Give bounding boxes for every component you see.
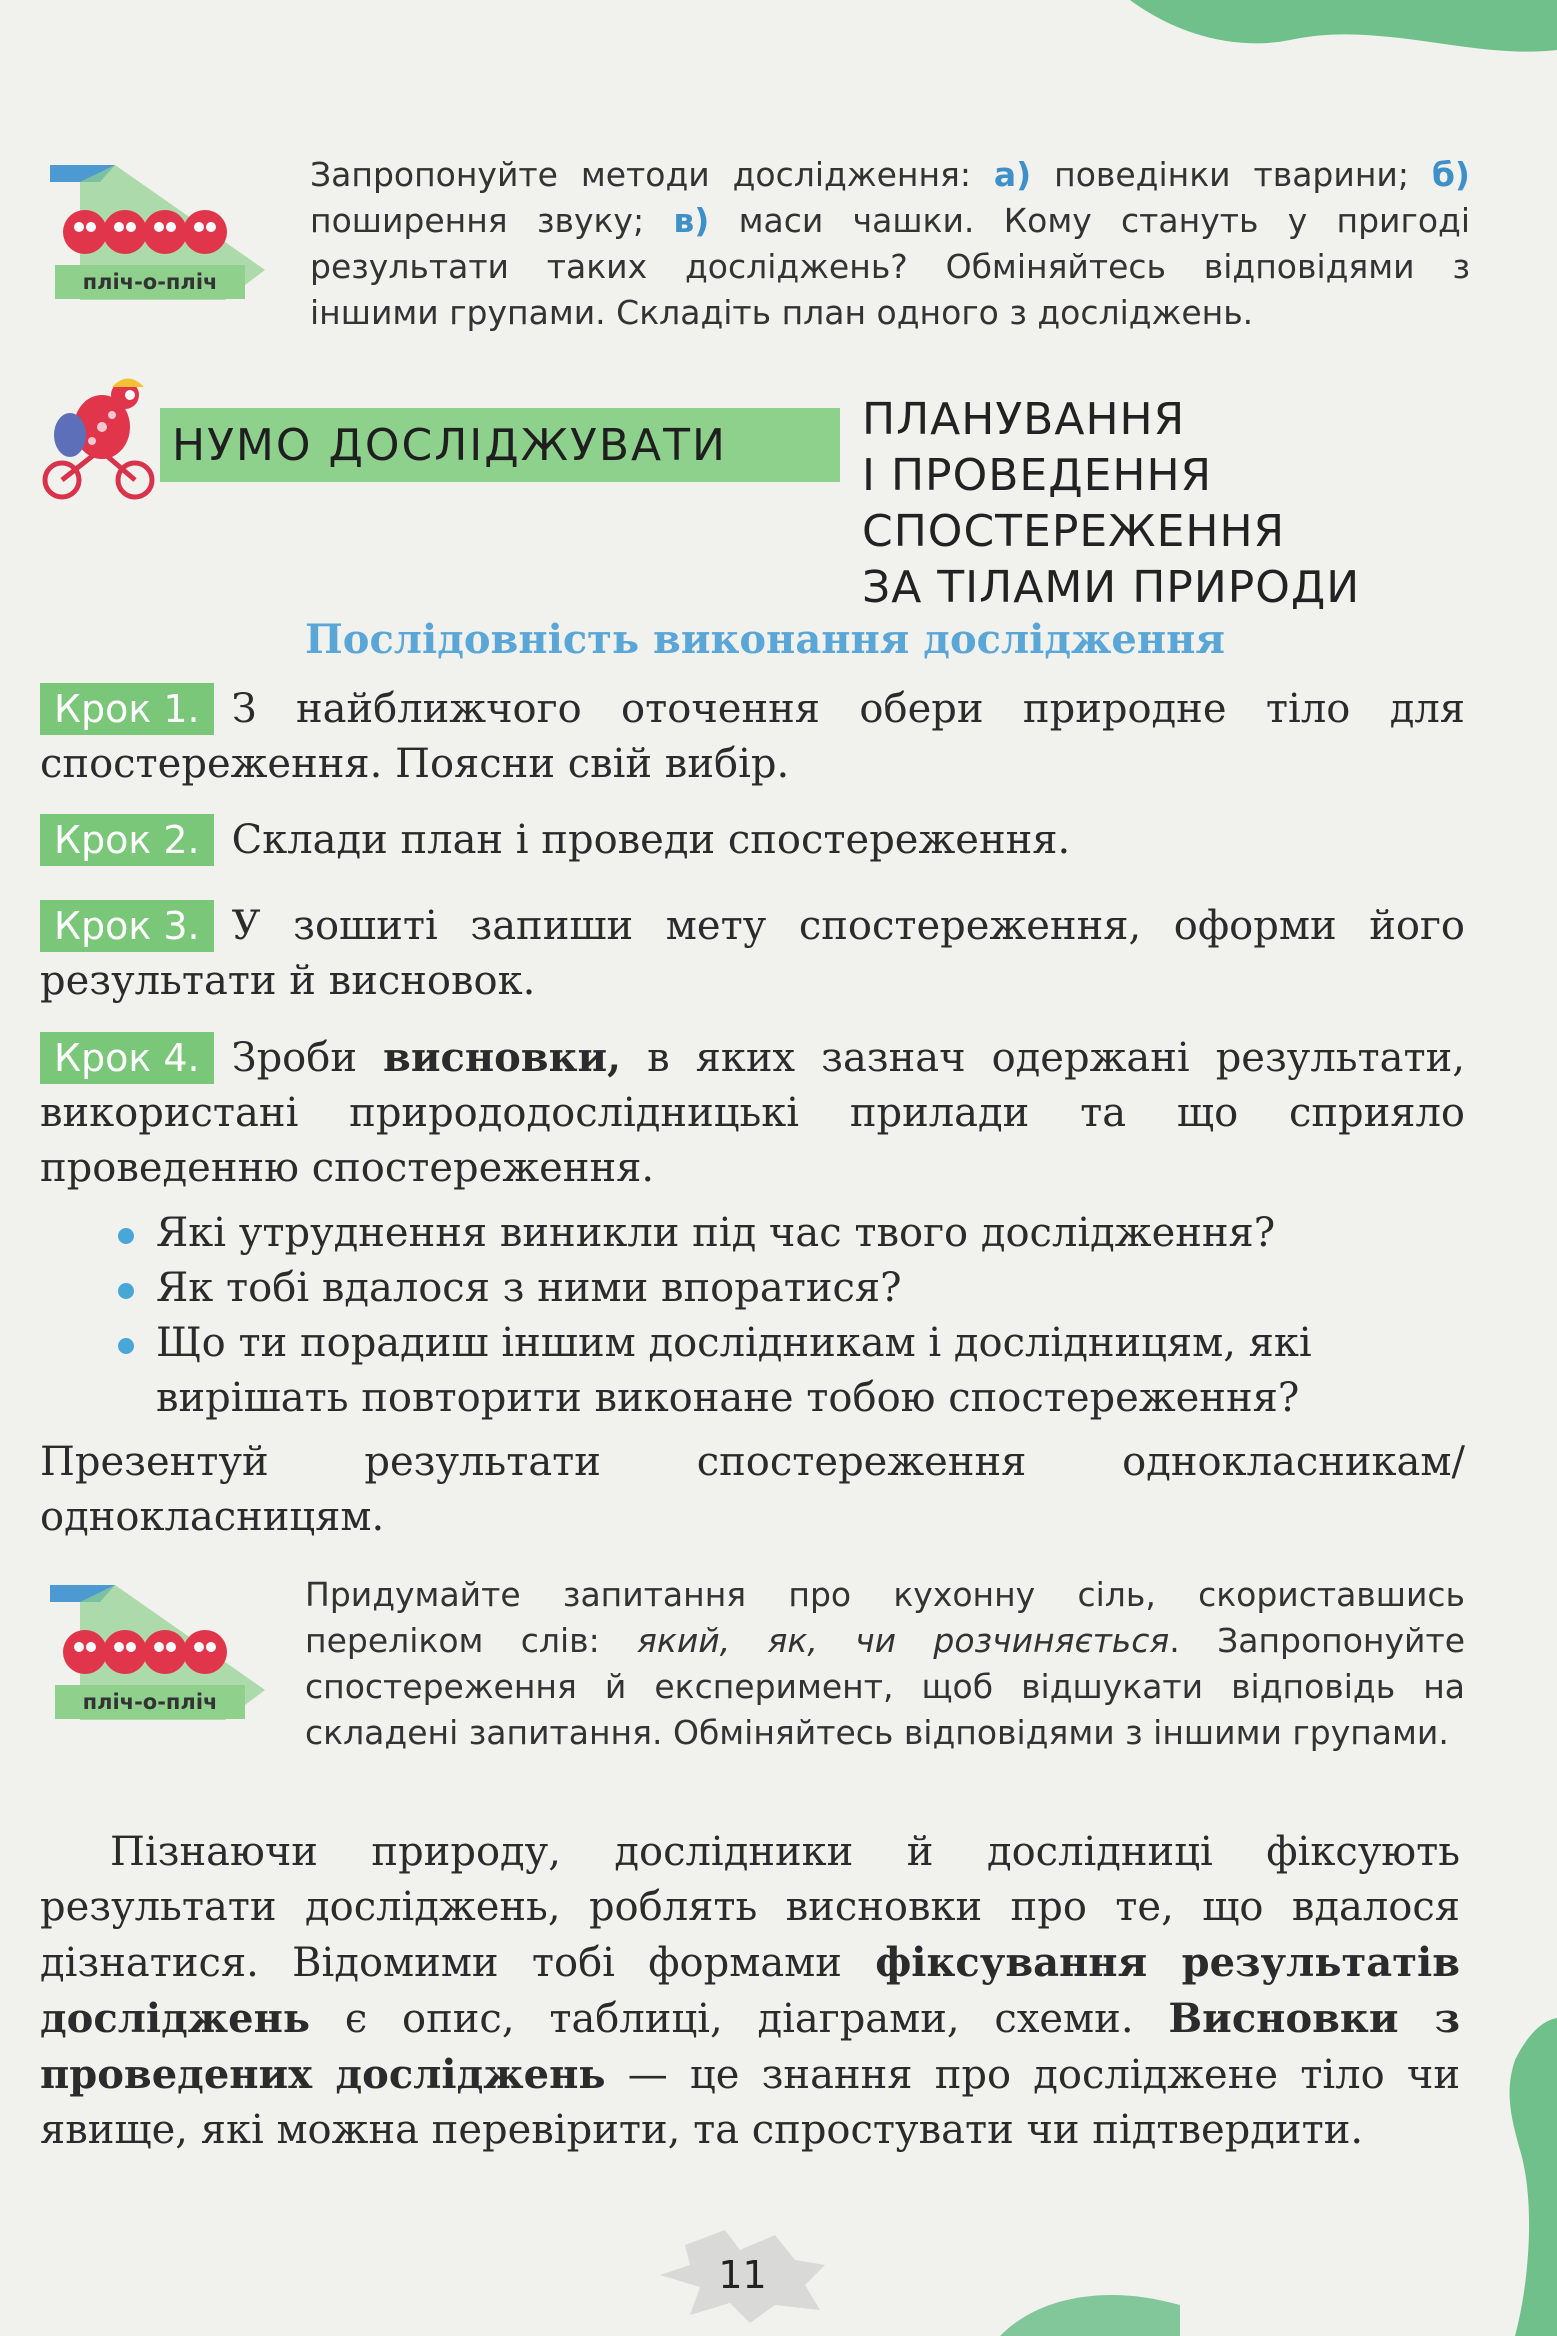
final-paragraph-bold-1: фіксування результатів досліджень (40, 1939, 1460, 2042)
final-paragraph-part-3: — це знання про досліджене тіло чи явище, які можна перевірити, та спростувати чи підтвердити. (40, 2052, 1461, 2153)
bugs-icon (40, 160, 270, 320)
group-task-2-before: Придумайте запитання про кухонну сіль, скориставшись переліком слів: (305, 1575, 1465, 1660)
step-2-text: Склади план і проведи спостереження. (231, 817, 1071, 863)
research-title-line-2: І ПРОВЕДЕННЯ (862, 450, 1213, 501)
group-work-icon (40, 160, 270, 320)
step-1-badge: Крок 1. (40, 683, 214, 735)
step-1 (40, 682, 1465, 792)
research-title (862, 392, 1360, 616)
banner-stripes (790, 408, 850, 482)
research-title-line-1: ПЛАНУВАННЯ (862, 394, 1186, 445)
step-2 (40, 813, 1465, 868)
step-3-text: У зошиті запиши мету спостереження, оформи його результати й висновок. (40, 903, 1465, 1004)
group-task-1 (310, 152, 1470, 336)
step-1-text: З найближчого оточення обери природне тіло для спостереження. Поясни свій вибір. (40, 686, 1465, 787)
final-paragraph-part-2: є опис, таблиці, діаграми, схеми. (310, 1996, 1169, 2042)
group-badge-label-2: пліч-о-пліч (82, 1690, 218, 1714)
research-title-line-3: СПОСТЕРЕЖЕННЯ (862, 506, 1286, 557)
group-task-2-after: . Запропонуйте спостереження й експеримент, щоб відшукати відповідь на складені запитання. Обміняйтесь відповідями з іншими групами. (305, 1621, 1466, 1752)
final-paragraph-bold-2: Висновки з проведених досліджень (40, 1995, 1461, 2098)
present-text: Презентуй результати спостереження однокласникам/однокласницям. (40, 1439, 1465, 1540)
option-b-text: поширення звуку; (310, 201, 674, 240)
group-task-2-italic: який, як, чи розчиняється (637, 1621, 1170, 1660)
corner-decoration-bottom-left (1000, 2225, 1180, 2336)
questions-list (110, 1206, 1470, 1426)
bugs-icon-2 (40, 1580, 270, 1740)
step-4 (40, 1030, 1465, 1196)
page-number: 11 (718, 2253, 767, 2297)
option-b-label: б) (1431, 155, 1470, 194)
group-task-1-intro: Запропонуйте методи дослідження: (310, 155, 994, 194)
research-title-line-4: ЗА ТІЛАМИ ПРИРОДИ (862, 562, 1361, 613)
step-4-text-after: в яких зазнач одержані результати, використані природодослідницькі прилади та що сприяло проведенню спостереження. (40, 1035, 1465, 1191)
option-a-label: а) (993, 155, 1032, 194)
step-3 (40, 899, 1465, 1009)
group-badge-label: пліч-о-пліч (82, 270, 218, 294)
sequence-heading: Послідовність виконання дослідження (305, 616, 1225, 663)
step-4-text-bold: висновки, (383, 1034, 622, 1081)
research-banner (160, 408, 840, 482)
final-paragraph (40, 1825, 1460, 2158)
group-task-2 (305, 1572, 1465, 1756)
option-c-label: в) (673, 201, 710, 240)
option-c-text: маси чашки. Кому стануть у пригоді результати таких досліджень? Обміняйтесь відповідями з іншими групами. Складіть план одного з досліджень. (310, 201, 1470, 332)
group-work-icon-2 (40, 1580, 270, 1740)
corner-decoration-bottom (1475, 2000, 1557, 2336)
question-item: Що ти порадиш іншим дослідникам і дослідницям, які вирішать повторити виконане тобою спостереження? (110, 1316, 1470, 1426)
step-4-badge: Крок 4. (40, 1032, 214, 1084)
step-3-badge: Крок 3. (40, 900, 214, 952)
final-paragraph-part-1: Пізнаючи природу, дослідники й дослідниці фіксують результати досліджень, роблять висновки про те, що вдалося дізнатися. Відомими тобі формами (40, 1829, 1460, 1986)
question-item: Як тобі вдалося з ними впоратися? (110, 1261, 1470, 1316)
research-banner-label: НУМО ДОСЛІДЖУВАТИ (172, 420, 727, 471)
cyclist-bug-icon (40, 365, 160, 500)
question-item: Які утруднення виникли під час твого дослідження? (110, 1206, 1470, 1261)
corner-decoration-top (1130, 0, 1557, 70)
step-2-badge: Крок 2. (40, 814, 214, 866)
step-4-text-before: Зроби (231, 1035, 384, 1081)
option-a-text: поведінки тварини; (1031, 155, 1432, 194)
